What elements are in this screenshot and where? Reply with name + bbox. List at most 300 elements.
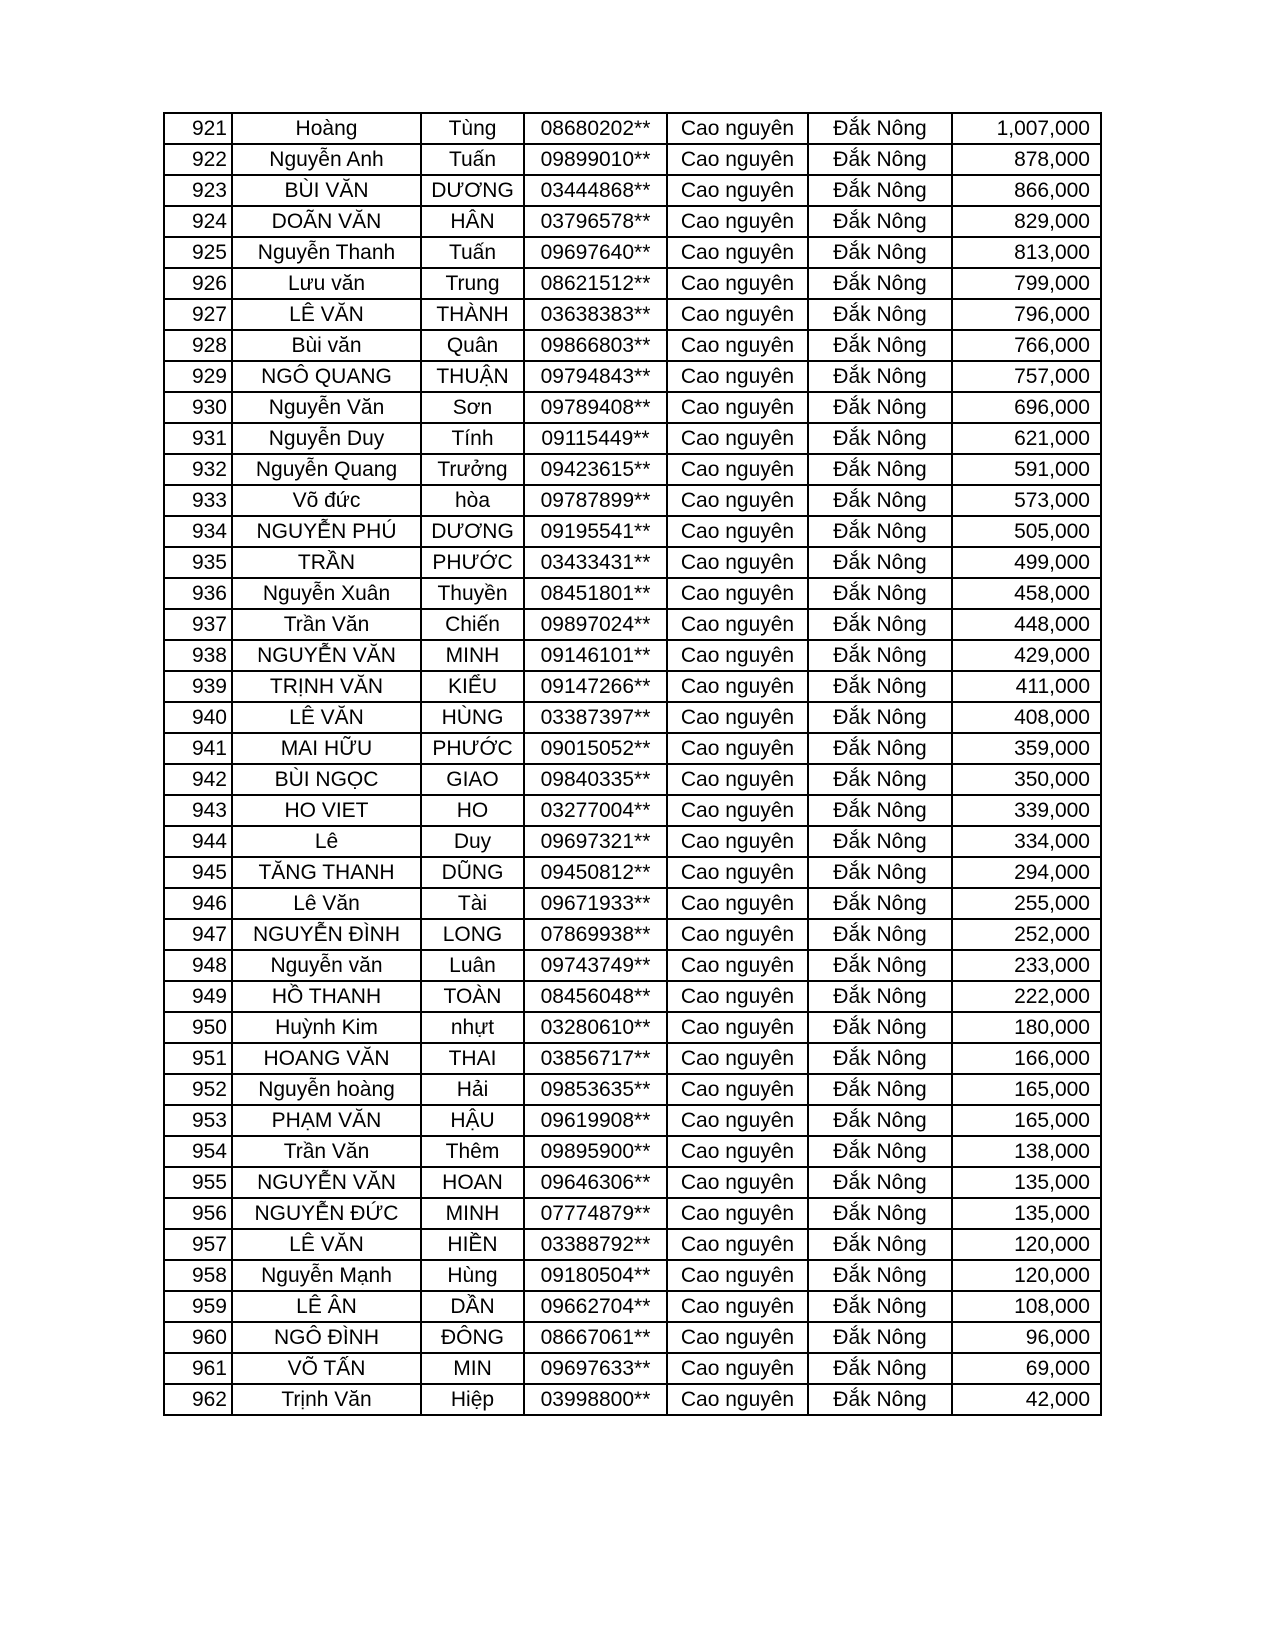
surname-cell: Nguyễn Quang	[232, 454, 421, 485]
row-number-cell: 931	[164, 423, 232, 454]
given-name-cell: Thêm	[421, 1136, 524, 1167]
surname-cell: HOANG VĂN	[232, 1043, 421, 1074]
table-row	[164, 981, 1101, 1012]
province-cell: Đắk Nông	[808, 1198, 952, 1229]
surname-cell: BÙI VĂN	[232, 175, 421, 206]
region-cell: Cao nguyên	[667, 857, 808, 888]
table-row	[164, 361, 1101, 392]
row-number-cell: 950	[164, 1012, 232, 1043]
province-cell: Đắk Nông	[808, 640, 952, 671]
phone-cell: 03998800**	[524, 1384, 667, 1415]
surname-cell: Nguyễn Mạnh	[232, 1260, 421, 1291]
table-row	[164, 547, 1101, 578]
amount-cell: 252,000	[952, 919, 1101, 950]
given-name-cell: DŨNG	[421, 857, 524, 888]
given-name-cell: Trưởng	[421, 454, 524, 485]
row-number-cell: 929	[164, 361, 232, 392]
given-name-cell: Tính	[421, 423, 524, 454]
row-number-cell: 926	[164, 268, 232, 299]
amount-cell: 96,000	[952, 1322, 1101, 1353]
table-row	[164, 1012, 1101, 1043]
province-cell: Đắk Nông	[808, 733, 952, 764]
province-cell: Đắk Nông	[808, 919, 952, 950]
phone-cell: 03433431**	[524, 547, 667, 578]
province-cell: Đắk Nông	[808, 237, 952, 268]
phone-cell: 09899010**	[524, 144, 667, 175]
table-row	[164, 516, 1101, 547]
row-number-cell: 942	[164, 764, 232, 795]
phone-cell: 09697633**	[524, 1353, 667, 1384]
row-number-cell: 952	[164, 1074, 232, 1105]
table-row	[164, 144, 1101, 175]
region-cell: Cao nguyên	[667, 640, 808, 671]
province-cell: Đắk Nông	[808, 1167, 952, 1198]
surname-cell: LÊ VĂN	[232, 1229, 421, 1260]
table-row	[164, 578, 1101, 609]
surname-cell: Võ đức	[232, 485, 421, 516]
phone-cell: 03796578**	[524, 206, 667, 237]
region-cell: Cao nguyên	[667, 454, 808, 485]
given-name-cell: TOÀN	[421, 981, 524, 1012]
given-name-cell: Tùng	[421, 113, 524, 144]
province-cell: Đắk Nông	[808, 795, 952, 826]
phone-cell: 09866803**	[524, 330, 667, 361]
table-row	[164, 392, 1101, 423]
surname-cell: PHẠM VĂN	[232, 1105, 421, 1136]
given-name-cell: KIỂU	[421, 671, 524, 702]
province-cell: Đắk Nông	[808, 113, 952, 144]
region-cell: Cao nguyên	[667, 144, 808, 175]
region-cell: Cao nguyên	[667, 206, 808, 237]
region-cell: Cao nguyên	[667, 361, 808, 392]
amount-cell: 799,000	[952, 268, 1101, 299]
amount-cell: 165,000	[952, 1105, 1101, 1136]
row-number-cell: 943	[164, 795, 232, 826]
province-cell: Đắk Nông	[808, 1074, 952, 1105]
amount-cell: 621,000	[952, 423, 1101, 454]
surname-cell: Bùi văn	[232, 330, 421, 361]
amount-cell: 1,007,000	[952, 113, 1101, 144]
surname-cell: Nguyễn Xuân	[232, 578, 421, 609]
table-row	[164, 1167, 1101, 1198]
phone-cell: 09787899**	[524, 485, 667, 516]
amount-cell: 255,000	[952, 888, 1101, 919]
province-cell: Đắk Nông	[808, 268, 952, 299]
amount-cell: 180,000	[952, 1012, 1101, 1043]
given-name-cell: THUẬN	[421, 361, 524, 392]
amount-cell: 499,000	[952, 547, 1101, 578]
table-body	[164, 113, 1101, 1415]
phone-cell: 09646306**	[524, 1167, 667, 1198]
table-row	[164, 1043, 1101, 1074]
province-cell: Đắk Nông	[808, 764, 952, 795]
region-cell: Cao nguyên	[667, 113, 808, 144]
phone-cell: 03388792**	[524, 1229, 667, 1260]
surname-cell: VÕ TẤN	[232, 1353, 421, 1384]
phone-cell: 03638383**	[524, 299, 667, 330]
amount-cell: 813,000	[952, 237, 1101, 268]
given-name-cell: THAI	[421, 1043, 524, 1074]
region-cell: Cao nguyên	[667, 609, 808, 640]
phone-cell: 08680202**	[524, 113, 667, 144]
region-cell: Cao nguyên	[667, 547, 808, 578]
region-cell: Cao nguyên	[667, 888, 808, 919]
row-number-cell: 933	[164, 485, 232, 516]
province-cell: Đắk Nông	[808, 175, 952, 206]
row-number-cell: 948	[164, 950, 232, 981]
phone-cell: 09619908**	[524, 1105, 667, 1136]
surname-cell: Huỳnh Kim	[232, 1012, 421, 1043]
province-cell: Đắk Nông	[808, 1353, 952, 1384]
row-number-cell: 944	[164, 826, 232, 857]
province-cell: Đắk Nông	[808, 1260, 952, 1291]
surname-cell: LÊ VĂN	[232, 299, 421, 330]
region-cell: Cao nguyên	[667, 671, 808, 702]
given-name-cell: HOAN	[421, 1167, 524, 1198]
region-cell: Cao nguyên	[667, 578, 808, 609]
surname-cell: MAI HỮU	[232, 733, 421, 764]
region-cell: Cao nguyên	[667, 237, 808, 268]
surname-cell: LÊ ÂN	[232, 1291, 421, 1322]
region-cell: Cao nguyên	[667, 330, 808, 361]
row-number-cell: 949	[164, 981, 232, 1012]
province-cell: Đắk Nông	[808, 888, 952, 919]
row-number-cell: 945	[164, 857, 232, 888]
row-number-cell: 947	[164, 919, 232, 950]
region-cell: Cao nguyên	[667, 1012, 808, 1043]
province-cell: Đắk Nông	[808, 981, 952, 1012]
region-cell: Cao nguyên	[667, 1291, 808, 1322]
phone-cell: 08667061**	[524, 1322, 667, 1353]
row-number-cell: 961	[164, 1353, 232, 1384]
region-cell: Cao nguyên	[667, 919, 808, 950]
province-cell: Đắk Nông	[808, 1136, 952, 1167]
surname-cell: Lê	[232, 826, 421, 857]
table-row	[164, 857, 1101, 888]
region-cell: Cao nguyên	[667, 1074, 808, 1105]
surname-cell: TRẦN	[232, 547, 421, 578]
province-cell: Đắk Nông	[808, 1105, 952, 1136]
amount-cell: 334,000	[952, 826, 1101, 857]
surname-cell: Trần Văn	[232, 1136, 421, 1167]
province-cell: Đắk Nông	[808, 1322, 952, 1353]
row-number-cell: 940	[164, 702, 232, 733]
surname-cell: NGÔ QUANG	[232, 361, 421, 392]
given-name-cell: Thuyền	[421, 578, 524, 609]
province-cell: Đắk Nông	[808, 516, 952, 547]
table-row	[164, 671, 1101, 702]
amount-cell: 448,000	[952, 609, 1101, 640]
province-cell: Đắk Nông	[808, 609, 952, 640]
province-cell: Đắk Nông	[808, 671, 952, 702]
surname-cell: Lưu văn	[232, 268, 421, 299]
row-number-cell: 958	[164, 1260, 232, 1291]
phone-cell: 03277004**	[524, 795, 667, 826]
province-cell: Đắk Nông	[808, 1043, 952, 1074]
province-cell: Đắk Nông	[808, 361, 952, 392]
province-cell: Đắk Nông	[808, 1012, 952, 1043]
region-cell: Cao nguyên	[667, 423, 808, 454]
province-cell: Đắk Nông	[808, 485, 952, 516]
given-name-cell: Luân	[421, 950, 524, 981]
table-row	[164, 702, 1101, 733]
amount-cell: 222,000	[952, 981, 1101, 1012]
table-row	[164, 1384, 1101, 1415]
amount-cell: 120,000	[952, 1229, 1101, 1260]
phone-cell: 09015052**	[524, 733, 667, 764]
phone-cell: 09895900**	[524, 1136, 667, 1167]
given-name-cell: THÀNH	[421, 299, 524, 330]
region-cell: Cao nguyên	[667, 733, 808, 764]
given-name-cell: ĐÔNG	[421, 1322, 524, 1353]
row-number-cell: 955	[164, 1167, 232, 1198]
surname-cell: Nguyễn Duy	[232, 423, 421, 454]
region-cell: Cao nguyên	[667, 702, 808, 733]
surname-cell: NGUYỄN VĂN	[232, 640, 421, 671]
row-number-cell: 925	[164, 237, 232, 268]
phone-cell: 09180504**	[524, 1260, 667, 1291]
amount-cell: 429,000	[952, 640, 1101, 671]
given-name-cell: HO	[421, 795, 524, 826]
region-cell: Cao nguyên	[667, 175, 808, 206]
surname-cell: Nguyễn văn	[232, 950, 421, 981]
region-cell: Cao nguyên	[667, 1198, 808, 1229]
amount-cell: 359,000	[952, 733, 1101, 764]
amount-cell: 766,000	[952, 330, 1101, 361]
table-row	[164, 640, 1101, 671]
surname-cell: BÙI NGỌC	[232, 764, 421, 795]
amount-cell: 408,000	[952, 702, 1101, 733]
given-name-cell: LONG	[421, 919, 524, 950]
row-number-cell: 953	[164, 1105, 232, 1136]
row-number-cell: 959	[164, 1291, 232, 1322]
surname-cell: NGÔ ĐÌNH	[232, 1322, 421, 1353]
given-name-cell: Tài	[421, 888, 524, 919]
row-number-cell: 938	[164, 640, 232, 671]
data-table	[163, 112, 1102, 1416]
surname-cell: NGUYỄN VĂN	[232, 1167, 421, 1198]
region-cell: Cao nguyên	[667, 795, 808, 826]
given-name-cell: hòa	[421, 485, 524, 516]
amount-cell: 166,000	[952, 1043, 1101, 1074]
phone-cell: 09450812**	[524, 857, 667, 888]
row-number-cell: 935	[164, 547, 232, 578]
given-name-cell: Trung	[421, 268, 524, 299]
phone-cell: 09147266**	[524, 671, 667, 702]
amount-cell: 135,000	[952, 1167, 1101, 1198]
given-name-cell: HÙNG	[421, 702, 524, 733]
province-cell: Đắk Nông	[808, 1384, 952, 1415]
row-number-cell: 946	[164, 888, 232, 919]
given-name-cell: Tuấn	[421, 237, 524, 268]
region-cell: Cao nguyên	[667, 1043, 808, 1074]
row-number-cell: 921	[164, 113, 232, 144]
region-cell: Cao nguyên	[667, 1136, 808, 1167]
table-row	[164, 764, 1101, 795]
given-name-cell: Quân	[421, 330, 524, 361]
row-number-cell: 922	[164, 144, 232, 175]
surname-cell: Trần Văn	[232, 609, 421, 640]
surname-cell: Trịnh Văn	[232, 1384, 421, 1415]
table-row	[164, 1136, 1101, 1167]
province-cell: Đắk Nông	[808, 206, 952, 237]
phone-cell: 09743749**	[524, 950, 667, 981]
surname-cell: NGUYỄN PHÚ	[232, 516, 421, 547]
province-cell: Đắk Nông	[808, 454, 952, 485]
row-number-cell: 939	[164, 671, 232, 702]
phone-cell: 09697321**	[524, 826, 667, 857]
amount-cell: 796,000	[952, 299, 1101, 330]
phone-cell: 07869938**	[524, 919, 667, 950]
region-cell: Cao nguyên	[667, 826, 808, 857]
amount-cell: 591,000	[952, 454, 1101, 485]
table-row	[164, 1353, 1101, 1384]
surname-cell: Hoàng	[232, 113, 421, 144]
surname-cell: HO VIET	[232, 795, 421, 826]
amount-cell: 135,000	[952, 1198, 1101, 1229]
row-number-cell: 924	[164, 206, 232, 237]
table-row	[164, 1260, 1101, 1291]
table-row	[164, 299, 1101, 330]
table-row	[164, 1105, 1101, 1136]
amount-cell: 138,000	[952, 1136, 1101, 1167]
given-name-cell: Hải	[421, 1074, 524, 1105]
given-name-cell: Hiệp	[421, 1384, 524, 1415]
given-name-cell: Tuấn	[421, 144, 524, 175]
given-name-cell: DƯƠNG	[421, 516, 524, 547]
given-name-cell: DẦN	[421, 1291, 524, 1322]
row-number-cell: 960	[164, 1322, 232, 1353]
amount-cell: 411,000	[952, 671, 1101, 702]
given-name-cell: GIAO	[421, 764, 524, 795]
table-row	[164, 826, 1101, 857]
given-name-cell: PHƯỚC	[421, 733, 524, 764]
given-name-cell: Chiến	[421, 609, 524, 640]
amount-cell: 108,000	[952, 1291, 1101, 1322]
surname-cell: HỒ THANH	[232, 981, 421, 1012]
row-number-cell: 954	[164, 1136, 232, 1167]
table-row	[164, 454, 1101, 485]
province-cell: Đắk Nông	[808, 702, 952, 733]
row-number-cell: 962	[164, 1384, 232, 1415]
province-cell: Đắk Nông	[808, 857, 952, 888]
phone-cell: 09897024**	[524, 609, 667, 640]
table-row	[164, 206, 1101, 237]
region-cell: Cao nguyên	[667, 1105, 808, 1136]
row-number-cell: 934	[164, 516, 232, 547]
surname-cell: Lê Văn	[232, 888, 421, 919]
phone-cell: 03280610**	[524, 1012, 667, 1043]
region-cell: Cao nguyên	[667, 1167, 808, 1198]
table-row	[164, 330, 1101, 361]
surname-cell: Nguyễn Văn	[232, 392, 421, 423]
region-cell: Cao nguyên	[667, 1353, 808, 1384]
amount-cell: 339,000	[952, 795, 1101, 826]
row-number-cell: 941	[164, 733, 232, 764]
province-cell: Đắk Nông	[808, 1291, 952, 1322]
table-row	[164, 795, 1101, 826]
region-cell: Cao nguyên	[667, 516, 808, 547]
amount-cell: 829,000	[952, 206, 1101, 237]
phone-cell: 03387397**	[524, 702, 667, 733]
given-name-cell: MIN	[421, 1353, 524, 1384]
region-cell: Cao nguyên	[667, 268, 808, 299]
province-cell: Đắk Nông	[808, 547, 952, 578]
phone-cell: 09794843**	[524, 361, 667, 392]
table-row	[164, 950, 1101, 981]
surname-cell: Nguyễn Anh	[232, 144, 421, 175]
row-number-cell: 936	[164, 578, 232, 609]
table-row	[164, 113, 1101, 144]
given-name-cell: Hùng	[421, 1260, 524, 1291]
province-cell: Đắk Nông	[808, 578, 952, 609]
given-name-cell: MINH	[421, 1198, 524, 1229]
phone-cell: 03856717**	[524, 1043, 667, 1074]
row-number-cell: 927	[164, 299, 232, 330]
given-name-cell: MINH	[421, 640, 524, 671]
surname-cell: Nguyễn Thanh	[232, 237, 421, 268]
region-cell: Cao nguyên	[667, 392, 808, 423]
phone-cell: 09789408**	[524, 392, 667, 423]
table-row	[164, 175, 1101, 206]
amount-cell: 294,000	[952, 857, 1101, 888]
surname-cell: NGUYỄN ĐỨC	[232, 1198, 421, 1229]
province-cell: Đắk Nông	[808, 330, 952, 361]
province-cell: Đắk Nông	[808, 299, 952, 330]
phone-cell: 09840335**	[524, 764, 667, 795]
given-name-cell: HÂN	[421, 206, 524, 237]
row-number-cell: 932	[164, 454, 232, 485]
province-cell: Đắk Nông	[808, 826, 952, 857]
table-row	[164, 423, 1101, 454]
province-cell: Đắk Nông	[808, 1229, 952, 1260]
table-row	[164, 609, 1101, 640]
amount-cell: 458,000	[952, 578, 1101, 609]
region-cell: Cao nguyên	[667, 485, 808, 516]
phone-cell: 09423615**	[524, 454, 667, 485]
table-row	[164, 1291, 1101, 1322]
amount-cell: 233,000	[952, 950, 1101, 981]
table-row	[164, 1198, 1101, 1229]
table-row	[164, 733, 1101, 764]
surname-cell: TRỊNH VĂN	[232, 671, 421, 702]
table-row	[164, 237, 1101, 268]
table-row	[164, 268, 1101, 299]
phone-cell: 09146101**	[524, 640, 667, 671]
phone-cell: 08456048**	[524, 981, 667, 1012]
given-name-cell: nhựt	[421, 1012, 524, 1043]
row-number-cell: 937	[164, 609, 232, 640]
phone-cell: 09671933**	[524, 888, 667, 919]
province-cell: Đắk Nông	[808, 950, 952, 981]
row-number-cell: 957	[164, 1229, 232, 1260]
region-cell: Cao nguyên	[667, 1260, 808, 1291]
phone-cell: 07774879**	[524, 1198, 667, 1229]
phone-cell: 09697640**	[524, 237, 667, 268]
amount-cell: 878,000	[952, 144, 1101, 175]
given-name-cell: HIỀN	[421, 1229, 524, 1260]
amount-cell: 69,000	[952, 1353, 1101, 1384]
amount-cell: 866,000	[952, 175, 1101, 206]
table-row	[164, 1322, 1101, 1353]
province-cell: Đắk Nông	[808, 144, 952, 175]
given-name-cell: Duy	[421, 826, 524, 857]
amount-cell: 42,000	[952, 1384, 1101, 1415]
table-row	[164, 919, 1101, 950]
region-cell: Cao nguyên	[667, 1229, 808, 1260]
region-cell: Cao nguyên	[667, 1384, 808, 1415]
table-row	[164, 888, 1101, 919]
